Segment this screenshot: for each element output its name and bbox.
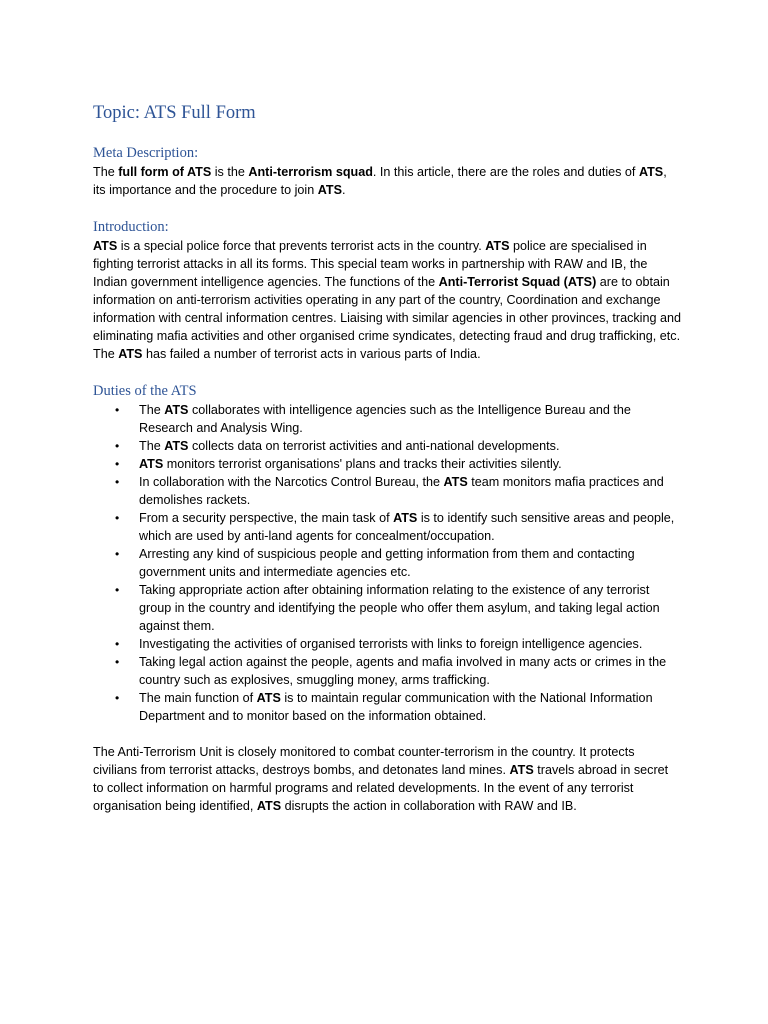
text-run: is to identify such sensitive areas and people, which are used by anti-land agents for concealment/occupation.: [139, 511, 675, 543]
bold-text-run: Anti-terrorism squad: [248, 165, 373, 179]
bold-text-run: Anti-Terrorist Squad (ATS): [438, 275, 597, 289]
text-run: The: [139, 403, 165, 417]
duty-list-item: [115, 509, 681, 545]
bullet-icon: •: [115, 403, 120, 417]
text-run: disrupts the action in collaboration with RAW and IB.: [281, 799, 577, 813]
meta-description-text: [93, 163, 681, 199]
duty-list-item: [115, 689, 681, 725]
introduction-heading: Introduction:: [93, 219, 169, 235]
bold-text-run: ATS: [393, 511, 418, 525]
bullet-icon: •: [115, 583, 120, 597]
duties-heading: Duties of the ATS: [93, 383, 197, 399]
text-run: travels abroad in secret to collect information on harmful programs and related developments. In the event of any terrorist organisation being identified,: [93, 763, 669, 813]
text-run: Arresting any kind of suspicious people and getting information from them and contacting government units and intermediate agencies etc.: [139, 547, 635, 579]
bold-text-run: ATS: [164, 439, 189, 453]
duty-list-item: [115, 653, 681, 689]
bold-text-run: ATS: [164, 403, 189, 417]
text-run: Taking legal action against the people, agents and mafia involved in many acts or crimes in the country such as explosives, smuggling money, arms trafficking.: [139, 655, 667, 687]
bold-text-run: ATS: [139, 457, 164, 471]
text-run: team monitors mafia practices and demolishes rackets.: [139, 475, 664, 507]
text-run: monitors terrorist organisations' plans and tracks their activities silently.: [163, 457, 562, 471]
text-run: , its importance and the procedure to join: [93, 165, 667, 197]
bold-text-run: ATS: [256, 691, 281, 705]
document-title: Topic: ATS Full Form: [93, 103, 256, 123]
bold-text-run: ATS: [256, 799, 282, 813]
duty-list-item: [115, 635, 681, 653]
bullet-icon: •: [115, 511, 120, 525]
bold-text-run: ATS: [509, 763, 534, 777]
text-run: The: [139, 439, 165, 453]
text-run: The Anti-Terrorism Unit is closely monitored to combat counter-terrorism in the country. It protects civilians from terrorist attacks, destroys bombs, and detonates land mines.: [93, 745, 635, 777]
duty-list-item: [115, 473, 681, 509]
text-run: collects data on terrorist activities and anti-national developments.: [188, 439, 560, 453]
duty-list-item: [115, 437, 681, 455]
text-run: is to maintain regular communication with the National Information Department and to monitor based on the information obtained.: [139, 691, 653, 723]
closing-paragraph: [93, 743, 681, 815]
bullet-icon: •: [115, 691, 120, 705]
text-run: .: [342, 183, 346, 197]
bullet-icon: •: [115, 655, 120, 669]
bullet-icon: •: [115, 475, 120, 489]
bold-text-run: ATS: [93, 239, 118, 253]
text-run: The main function of: [139, 691, 257, 705]
text-run: Investigating the activities of organised terrorists with links to foreign intelligence agencies.: [139, 637, 643, 651]
text-run: collaborates with intelligence agencies such as the Intelligence Bureau and the Research and Analysis Wing.: [139, 403, 631, 435]
bold-text-run: full form of ATS: [118, 165, 212, 179]
bold-text-run: ATS: [317, 183, 342, 197]
text-run: Taking appropriate action after obtaining information relating to the existence of any terrorist group in the country and identifying the people who offer them asylum, and taking legal action against them.: [139, 583, 660, 633]
bold-text-run: ATS: [443, 475, 468, 489]
text-run: From a security perspective, the main task of: [139, 511, 394, 525]
bullet-icon: •: [115, 439, 120, 453]
duty-list-item: [115, 455, 681, 473]
document-page: [93, 100, 681, 815]
duty-list-item: [115, 401, 681, 437]
bullet-icon: •: [115, 547, 120, 561]
text-run: is a special police force that prevents terrorist acts in the country.: [117, 239, 486, 253]
text-run: are to obtain information on anti-terrorism activities operating in any part of the country, Coordination and exchange information with central information centres. Liaising with similar agencies in other provinces, tracking and eliminating mafia activities and other organised crime syndicates, detecting fraud and drug trafficking, etc. The: [93, 275, 681, 361]
text-run: The: [93, 165, 119, 179]
bold-text-run: ATS: [638, 165, 664, 179]
text-run: In collaboration with the Narcotics Control Bureau, the: [139, 475, 444, 489]
meta-description-heading: Meta Description:: [93, 145, 199, 161]
bold-text-run: ATS: [485, 239, 510, 253]
introduction-text: [93, 237, 681, 363]
duties-list: [93, 401, 681, 725]
duty-list-item: [115, 545, 681, 581]
bold-text-run: ATS: [118, 347, 143, 361]
bullet-icon: •: [115, 457, 120, 471]
text-run: . In this article, there are the roles and duties of: [372, 165, 639, 179]
duty-list-item: [115, 581, 681, 635]
text-run: police are specialised in fighting terrorist attacks in all its forms. This special team works in partnership with RAW and IB, the Indian government intelligence agencies. The functions of the: [93, 239, 648, 289]
bullet-icon: •: [115, 637, 120, 651]
text-run: is the: [211, 165, 249, 179]
text-run: has failed a number of terrorist acts in various parts of India.: [142, 347, 481, 361]
